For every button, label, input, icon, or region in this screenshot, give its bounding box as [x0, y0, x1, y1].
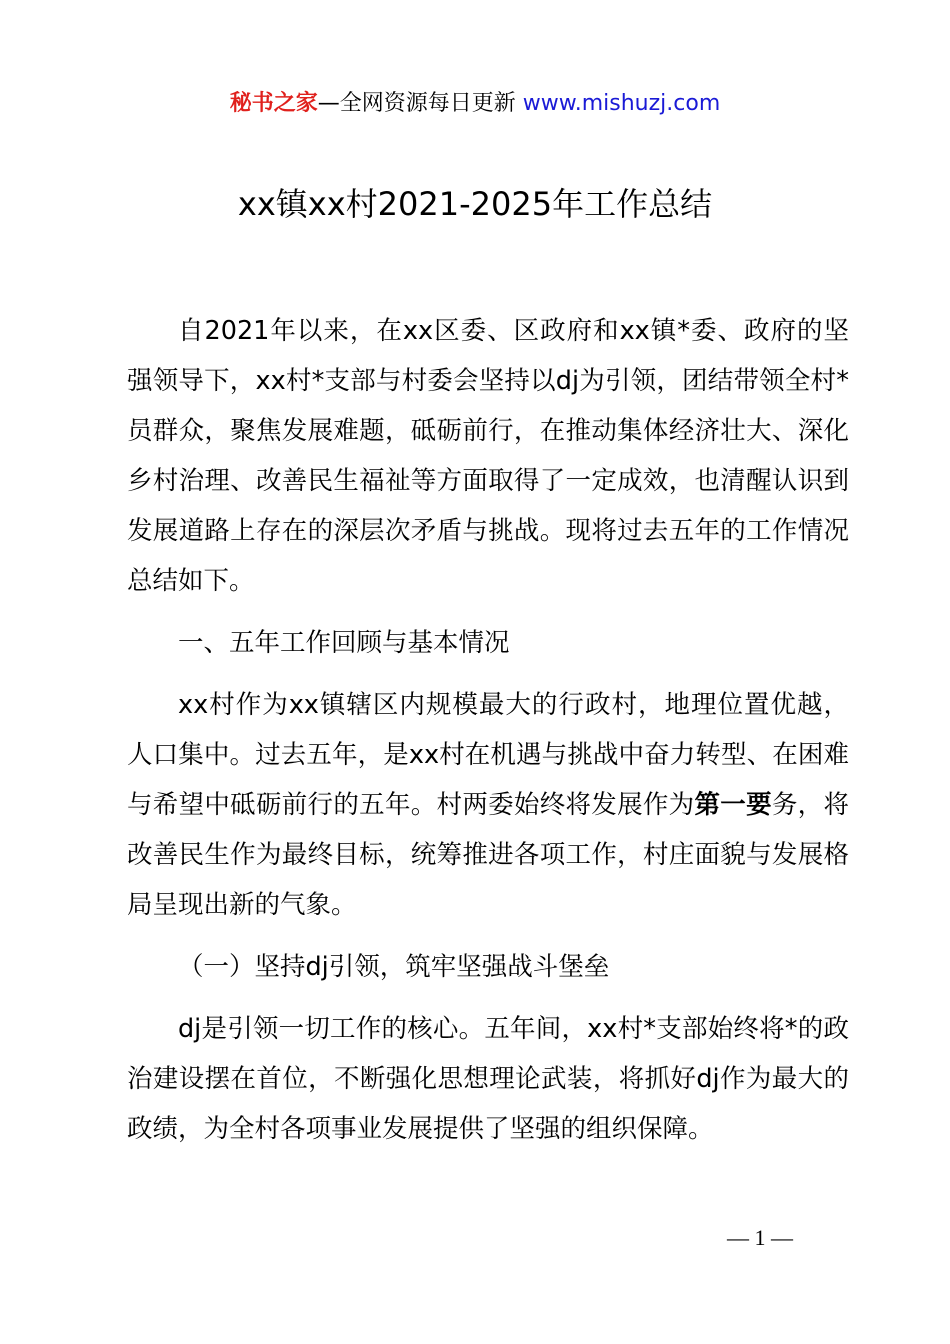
subsection-1-paragraph: dj是引领一切工作的核心。五年间，xx村*支部始终将*的政治建设摆在首位，不断强化思想理论武装，将抓好dj作为最大的政绩，为全村各项事业发展提供了坚强的组织保障。	[127, 1014, 849, 1144]
section-1-text-after: 务，将改善民生作为最终目标，统筹推进各项工作，村庄面貌与发展格局呈现出新的气象。	[127, 790, 849, 920]
site-tagline: —全网资源每日更新	[317, 91, 516, 116]
section-1-text-before: xx村作为xx镇辖区内规模最大的行政村，地理位置优越，人口集中。过去五年，是xx村在机遇与挑战中奋力转型、在困难与希望中砥砺前行的五年。村两委始终将发展作为	[127, 690, 849, 820]
section-heading-1: 一、五年工作回顾与基本情况	[178, 628, 510, 658]
intro-paragraph: 自2021年以来，在xx区委、区政府和xx镇*委、政府的坚强领导下，xx村*支部与村委会坚持以dj为引领，团结带领全村*员群众，聚焦发展难题，砥砺前行，在推动集体经济壮大、深化乡村治理、改善民生福祉等方面取得了一定成效，也清醒认识到发展道路上存在的深层次矛盾与挑战。现将过去五年的工作情况总结如下。	[127, 316, 849, 596]
site-brand: 秘书之家	[229, 91, 318, 116]
subsection-heading-1: （一）坚持dj引领，筑牢坚强战斗堡垒	[178, 952, 610, 982]
site-url-link[interactable]: www.mishuzj.com	[522, 91, 721, 116]
site-header	[0, 88, 950, 120]
section-1-bold-text: 第一要	[694, 790, 772, 820]
page-number: — 1 —	[727, 1225, 793, 1250]
document-body	[127, 306, 849, 1166]
document-title: xx镇xx村2021-2025年工作总结	[237, 185, 713, 223]
section-1-paragraph	[127, 680, 849, 930]
